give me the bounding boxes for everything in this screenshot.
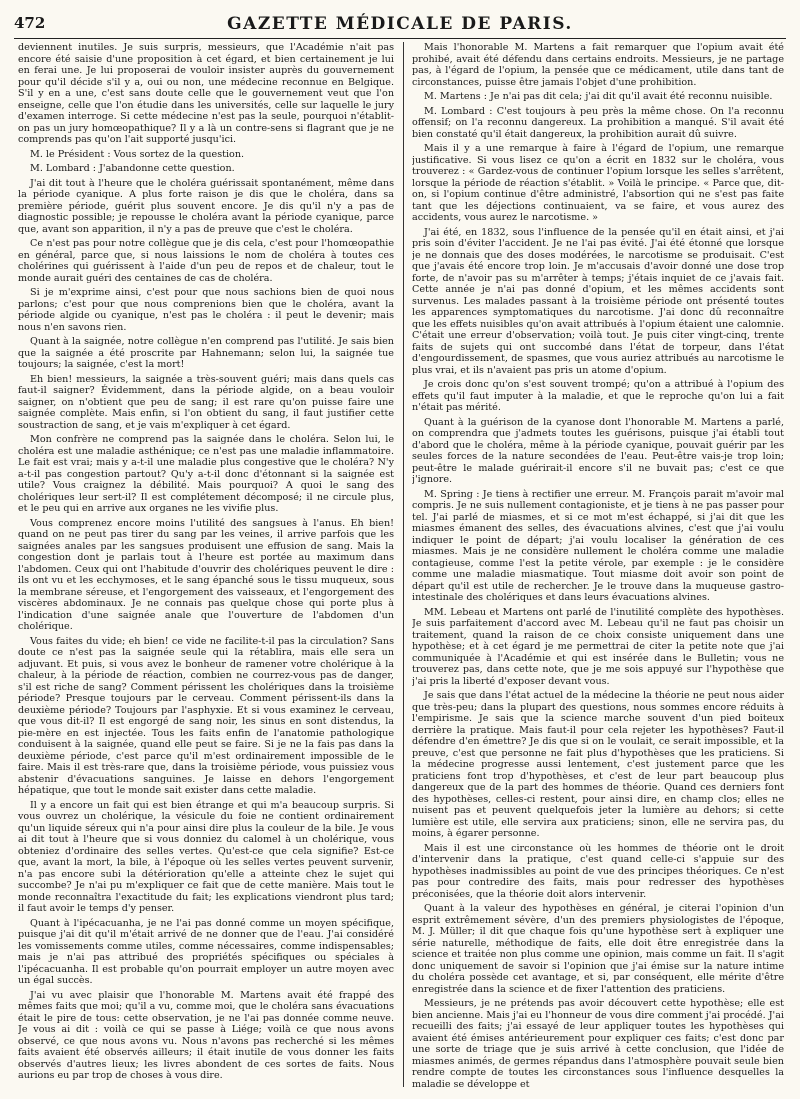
page-header [14, 12, 786, 39]
paragraph: Quant à la guérison de la cyanose dont l'honorable M. Martens a parlé, on comprendra que j'admets toutes les guérisons, puisque j'ai établi tout d'abord que le choléra, même à la période cyanique, pouvait guérir par les seules forces de la nature secondées de l'eau. Peut-être vais-je trop loin; peut-être le malade guérirait-il encore s'il ne buvait pas; c'est ce que j'ignore. [412, 416, 784, 485]
paragraph: Ce n'est pas pour notre collègue que je dis cela, c'est pour l'homœopathie en général, parce que, si nous laissions le nom de choléra à toutes ces cholérines qui guérissent à l'aide d'un peu de repos et de chaleur, tout le monde aurait guéri des centaines de cas de choléra. [18, 238, 394, 284]
paragraph: Messieurs, je ne prétends pas avoir découvert cette hypothèse; elle est bien ancienne. Mais j'ai eu l'honneur de vous dire comment j'ai procédé. J'ai recueilli des faits; j'ai essayé de leur appliquer toutes les hypothèses qui avaient été émises antérieurement pour expliquer ces faits; c'est donc par une sorte de triage que je suis arrivé à cette conclusion, que l'idée de miasmes animés, de germes répandus dans l'atmosphère pouvait seule bien rendre compte de toutes les circonstances sous l'influence desquelles la maladie se développe et [412, 998, 784, 1089]
paragraph: M. Lombard : C'est toujours à peu près la même chose. On l'a reconnu offensif; on l'a reconnu dangereux. La prohibition a manqué. S'il avait été bien constaté qu'il était dangereux, la prohibition aurait dû suivre. [412, 105, 784, 140]
left-column [18, 42, 394, 1089]
paragraph: Quant à la valeur des hypothèses en général, je citerai l'opinion d'un esprit extrêmement sévère, d'un des premiers physiologistes de l'époque, M. J. Müller; il dit que chaque fois qu'une hypothèse sert à expliquer une série naturelle, méthodique de faits, elle doit être enregistrée dans la science et traitée non plus comme une opinion, mais comme un fait. Il s'agit donc uniquement de savoir si l'opinion que j'ai émise sur la nature intime du choléra possède cet avantage, et si, par conséquent, elle mérite d'être enregistrée dans la science et de fixer l'attention des praticiens. [412, 903, 784, 995]
paragraph: M. Lombard : J'abandonne cette question. [30, 163, 235, 174]
right-column [412, 42, 784, 1089]
paragraph: Mon confrère ne comprend pas la saignée dans le choléra. Selon lui, le choléra est une maladie asthénique; ce n'est pas une maladie inflammatoire. Le fait est vrai; mais y a-t-il une maladie plus congestive que le choléra? N'y a-t-il pas congestion partout? Qu'y a-t-il donc d'étonnant si la saignée est utile? Vous craignez la débilité. Mais pourquoi? A quoi le sang des cholériques leur sert-il? Il est complétement décomposé; il ne circule plus, et le peu qui en arrive aux organes ne les vivifie plus. [18, 434, 394, 514]
paragraph: M. Spring : Je tiens à rectifier une erreur. M. François parait m'avoir mal compris. Je ne suis nullement contagioniste, et je tiens à ne pas passer pour tel. J'ai parlé de miasmes, et si ce mot m'est échappé, si j'ai dit que les miasmes émanent des selles, des évacuations alvines, c'est que j'ai voulu indiquer le point de départ; j'ai voulu localiser la génération de ces miasmes. Mais je ne considère nullement le choléra comme une maladie contagieuse, comme l'est la petite vérole, par exemple : je le considère comme une maladie miasmatique. Tout miasme doit avoir son point de départ qu'il est utile de rechercher. Je le trouve dans la muqueuse gastro-intestinale des cholériques et dans leurs évacuations alvines. [412, 488, 784, 603]
paragraph: Il y a encore un fait qui est bien étrange et qui m'a beaucoup surpris. Si vous ouvrez un cholérique, la vésicule du foie ne contient ordinairement qu'un liquide séreux qui n'a pour ainsi dire plus la couleur de la bile. Je vous ai dit tout à l'heure que si vous donniez du calomel à un cholérique, vous obteniez d'ordinaire des selles vertes. Qu'est-ce que cela signifie? Est-ce que, avant la mort, la bile, à l'époque où les selles vertes peuvent survenir, n'a pas encore subi la détérioration qu'elle a atteinte chez le sujet qui succombe? Je n'ai pu m'expliquer ce fait que de cette manière. Mais tout le monde reconnaîtra l'exactitude du fait; les explications viendront plus tard; il faut avoir le temps d'y penser. [18, 799, 394, 914]
paragraph: J'ai vu avec plaisir que l'honorable M. Martens avait été frappé des mêmes faits que moi; qu'il a vu, comme moi, que le choléra sans évacuations était le pire de tous: cette observation, je ne l'ai pas donnée comme neuve. Je vous ai dit : voilà ce qui se passe à Liége; voilà ce que nous avons observé, ce que nous avons vu. Nous n'avons pas recherché si les mêmes faits avaient été observés ailleurs; il était inutile de vous donner les faits observés d'autres lieux; les livres abondent de ces sortes de faits. Nous aurions eu par trop de choses à vous dire. [18, 989, 394, 1081]
paragraph: Vous comprenez encore moins l'utilité des sangsues à l'anus. Eh bien! quand on ne peut pas tirer du sang par les veines, il arrive parfois que les saignées anales par les sangsues produisent une effusion de sang. Mais la congestion dont je parlais tout à l'heure est portée au maximum dans l'abdomen. Ceux qui ont l'habitude d'ouvrir des cholériques peuvent le dire : ils ont vu et les ecchymoses, et le sang épanché sous le tissu muqueux, sous la membrane séreuse, et l'engorgement des vaisseaux, et l'engorgement des viscères abdominaux. Je ne connais pas quelque chose qui porte plus à l'indication d'une saignée anale que l'ouverture de l'abdomen d'un cholérique. [18, 517, 394, 632]
paragraph: Mais il y a une remarque à faire à l'égard de l'opium, une remarque justificative. Si vous lisez ce qu'on a écrit en 1832 sur le choléra, vous trouverez : « Gardez-vous de continuer l'opium lorsque les selles s'arrêtent, lorsque la période de réaction s'établit. » Voilà le principe. « Parce que, dit-on, si l'opium continue d'être administré, l'absortion qui ne s'est pas faite tant que les déjections continuaient, va se faire, et vous aurez des accidents, vous aurez le narcotisme. » [412, 143, 784, 223]
paragraph: M. le Président : Vous sortez de la question. [30, 148, 245, 160]
paragraph: Mais il est une circonstance où les hommes de théorie ont le droit d'intervenir dans la pratique, c'est quand celle-ci s'appuie sur des hypothèses inadmissibles au point de vue des principes théoriques. Ce n'est pas pour contredire des faits, mais pour redresser des hypothèses préconisées, que la théorie doit alors intervenir. [412, 842, 784, 900]
paragraph: Quant à l'ipécacuanha, je ne l'ai pas donné comme un moyen spécifique, puisque j'ai dit qu'il m'était arrivé de ne donner que de l'eau. J'ai considéré les vomissements comme utiles, comme nécessaires, comme indispensables; mais je n'ai pas attribué des propriétés spécifiques ou spéciales à l'ipécacuanha. Il est probable qu'on pourrait employer un autre moyen avec un égal succès. [18, 917, 394, 986]
paragraph: M. Martens : Je n'ai pas dit cela; j'ai dit qu'il avait été reconnu nuisible. [424, 91, 773, 102]
paragraph: Vous faites du vide; eh bien! ce vide ne facilite-t-il pas la circulation? Sans doute ce n'est pas la saignée seule qui la rétablira, mais elle sera un adjuvant. Et puis, si vous avez le bonheur de ramener votre cholérique à la chaleur, à la période de réaction, combien ne courrez-vous pas de danger, s'il est riche de sang? Comment périssent les cholériques dans la troisième période? Presque toujours par le cerveau. Comment périssent-ils dans la deuxième période? Toujours par l'asphyxie. Et si vous examinez le cerveau, que vous dit-il? Il est engorgé de sang noir, les sinus en sont distendus, la pie-mère en est injectée. Tous les faits enfin de l'anatomie pathologique conduisent à la saignée, quand elle peut se faire. Si je ne la fais pas dans la deuxième période, c'est parce qu'il m'est ordinairement impossible de le faire. Mais il est très-rare que, dans la troisième période, vous puissiez vous abstenir d'évacuations sanguines. Je laisse en dehors l'engorgement hépatique, que tout le monde sait exister dans cette maladie. [18, 635, 394, 796]
paragraph: Je crois donc qu'on s'est souvent trompé; qu'on a attribué à l'opium des effets qu'il faut imputer à la maladie, et que le reproche qu'on lui a fait n'était pas mérité. [412, 379, 784, 413]
paragraph: MM. Lebeau et Martens ont parlé de l'inutilité complète des hypothèses. Je suis parfaitement d'accord avec M. Lebeau qu'il ne faut pas choisir un traitement, quand la raison de ce choix consiste uniquement dans une hypothèse; et à cet égard je me permettrai de citer la petite note que j'ai communiquée à l'Académie et qui est insérée dans le Bulletin; vous ne trouverez pas, dans cette note, que je me sois appuyé sur l'hypothèse que j'ai pris la liberté d'exposer devant vous. [412, 606, 784, 687]
journal-title: GAZETTE MÉDICALE DE PARIS. [227, 14, 573, 34]
paragraph: Si je m'exprime ainsi, c'est pour que nous sachions bien de quoi nous parlons; c'est pour que nous comprenions bien que le choléra, avant la période algide ou cyanique, n'est pas le choléra : il peut le devenir; mais nous n'en savons rien. [18, 287, 394, 333]
paragraph: Mais l'honorable M. Martens a fait remarquer que l'opium avait été prohibé, avait été défendu dans certains endroits. Messieurs, je ne partage pas, à l'égard de l'opium, la pensée que ce médicament, utile dans tant de circonstances, puisse être jamais l'objet d'une prohibition. [412, 42, 784, 88]
paragraph: Quant à la saignée, notre collègue n'en comprend pas l'utilité. Je sais bien que la saignée a été proscrite par Hahnemann; selon lui, la saignée tue toujours; la saignée, c'est la mort! [18, 336, 394, 370]
paragraph: J'ai été, en 1832, sous l'influence de la pensée qu'il en était ainsi, et j'ai pris soin d'éviter l'accident. Je ne l'ai pas évité. J'ai été étonné que lorsque je ne donnais que des doses modérées, le narcotisme se produisait. C'est que j'avais été encore trop loin. Je m'accusais d'avoir donné une dose trop forte, de n'avoir pas su m'arrêter à temps; j'étais inquiet de ce j'avais fait. Cette année je n'ai pas donné d'opium, et les mêmes accidents sont survenus. Les malades passant à la troisième période ont présenté toutes les apparences symptomatiques du narcotisme. J'ai donc dû reconnaître que les effets nuisibles qu'on avait attribués à l'opium étaient une calomnie. C'était une erreur d'observation; voilà tout. Je puis citer vingt-cinq, trente faits de sujets qui ont succombé dans l'état de torpeur, dans l'état d'engourdissement, de spasmes, que vous auriez attribués au narcotisme le plus vrai, et ils n'avaient pas pris un atome d'opium. [412, 226, 784, 376]
paragraph: deviennent inutiles. Je suis surpris, messieurs, que l'Académie n'ait pas encore été saisie d'une proposition à cet égard, et bien certainement je lui en ferai une. Je lui proposerai de vouloir insister auprès du gouvernement pour qu'il décide s'il y a, oui ou non, une médecine reconnue en Belgique. S'il y en a une, c'est sans doute celle que le gouvernement veut que l'on enseigne, celle que l'on étudie dans les universités, celle sur laquelle le jury d'examen interroge. Si cette médecine n'est pas la seule, pourquoi n'établit-on pas un jury homœopathique? Il y a là un contre-sens si flagrant que je ne comprends pas qu'on l'ait supporté jusqu'ici. [18, 42, 394, 145]
paragraph: Eh bien! messieurs, la saignée a très-souvent guéri; mais dans quels cas faut-il saigner? Évidemment, dans la période algide, on a beau vouloir saigner, on n'obtient que peu de sang; il est rare qu'on puisse faire une saignée complète. Mais enfin, si l'on obtient du sang, il faut justifier cette soustraction de sang, et je vais m'expliquer à cet égard. [18, 373, 394, 431]
paragraph: Je sais que dans l'état actuel de la médecine la théorie ne peut nous aider que très-peu; dans la plupart des questions, nous sommes encore réduits à l'empirisme. Je sais que la science marche souvent d'un pied boiteux derrière la pratique. Mais faut-il pour cela rejeter les hypothèses? Faut-il défendre d'en émettre? Je dis que si on le voulait, ce serait impossible, et la preuve, c'est que personne ne fait plus d'hypothèses que les praticiens. Si la médecine progresse aussi lentement, c'est justement parce que les praticiens font trop d'hypothèses, et c'est de leur part beaucoup plus dangereux que de la part des hommes de théorie. Quand ces derniers font des hypothèses, celles-ci restent, pour ainsi dire, en champ clos; elles ne nuisent pas et peuvent quelquefois jeter la lumière au dehors; si cette lumière est utile, elle servira aux praticiens; sinon, elle ne servira pas, du moins, à égarer personne. [412, 690, 784, 839]
page-number: 472 [14, 14, 46, 32]
column-divider [403, 42, 404, 1087]
paragraph: J'ai dit tout à l'heure que le choléra guérissait spontanément, même dans la période cyanique. A plus forte raison je dis que le choléra, dans sa première période, guérit plus souvent encore. Je dis qu'il n'y a pas de diagnostic possible; je repousse le choléra avant la période cyanique, parce que, avant son apparition, il n'y a pas de preuve que c'est le choléra. [18, 177, 394, 235]
